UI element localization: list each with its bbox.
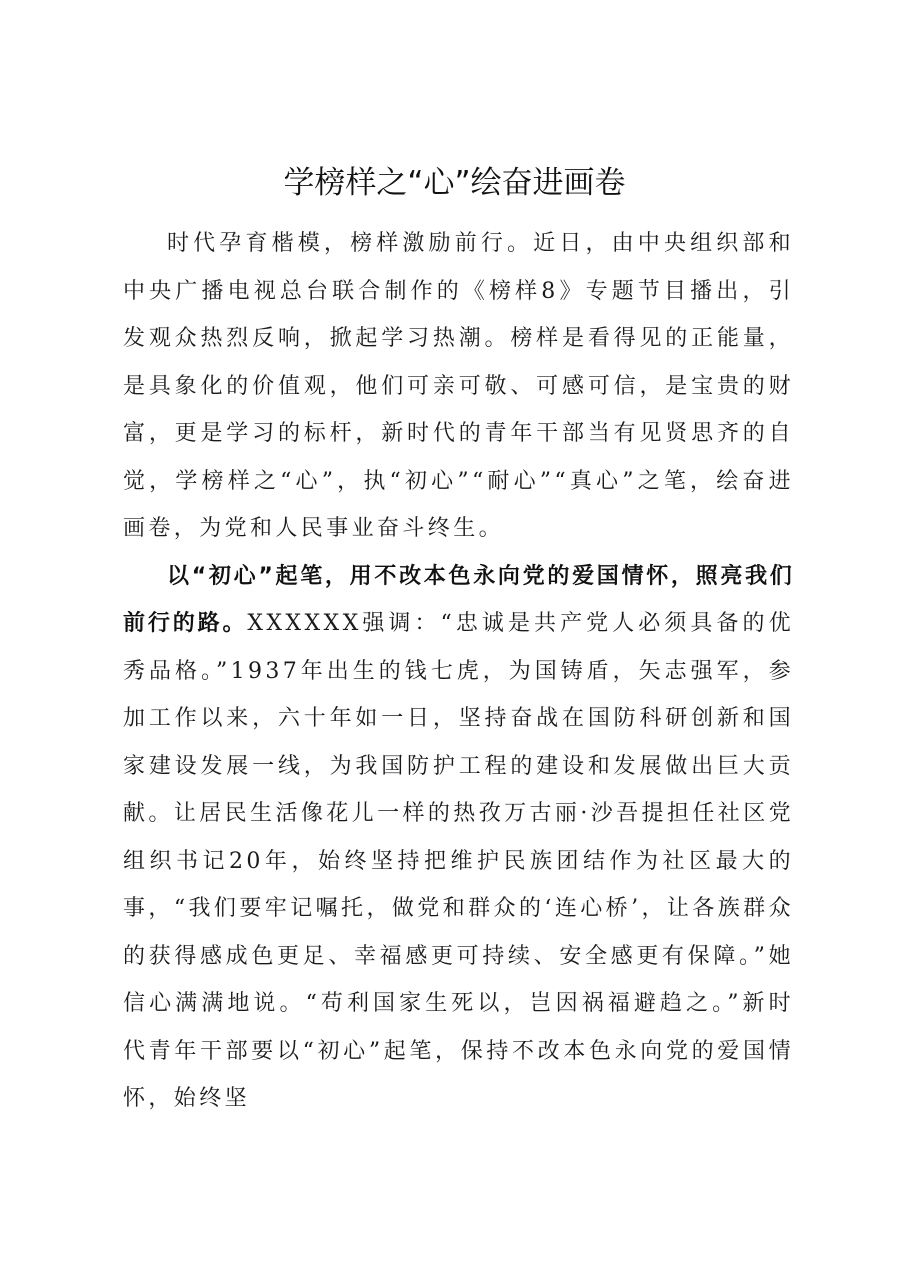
paragraph-1 bbox=[123, 220, 794, 553]
paragraph-1-text: 时代孕育楷模，榜样激励前行。近日，由中央组织部和中央广播电视总台联合制作的《榜样8》专题节目播出，引发观众热烈反响，掀起学习热潮。榜样是看得见的正能量，是具象化的价值观，他们可亲可敬、可感可信，是宝贵的财富，更是学习的标杆，新时代的青年干部当有见贤思齐的自觉，学榜样之“心”，执“初心”“耐心”“真心”之笔，绘奋进画卷，为党和人民事业奋斗终生。 bbox=[123, 231, 794, 541]
paragraph-2-lead: 以“初心”起笔，用不改本色永向党的爱国情怀，照亮我们前行的路。 bbox=[123, 563, 794, 636]
document-body bbox=[123, 220, 794, 1123]
document-title: 学榜样之“心”绘奋进画卷 bbox=[283, 165, 626, 201]
paragraph-2-text: XXXXXX强调：“忠诚是共产党人必须具备的优秀品格。”1937年出生的钱七虎，为国铸盾，矢志强军，参加工作以来，六十年如一日，坚持奋战在国防科研创新和国家建设发展一线，为我国防护工程的建设和发展做出巨大贡献。让居民生活像花儿一样的热孜万古丽·沙吾提担任社区党组织书记20年，始终坚持把维护民族团结作为社区最大的事，“我们要牢记嘱托，做党和群众的‘连心桥’，让各族群众的获得感成色更足、幸福感更可持续、安全感更有保障。”她信心满满地说。“苟利国家生死以，岂因祸福避趋之。”新时代青年干部要以“初心”起笔，保持不改本色永向党的爱国情怀，始终坚 bbox=[123, 611, 794, 1111]
paragraph-2 bbox=[123, 553, 794, 1123]
